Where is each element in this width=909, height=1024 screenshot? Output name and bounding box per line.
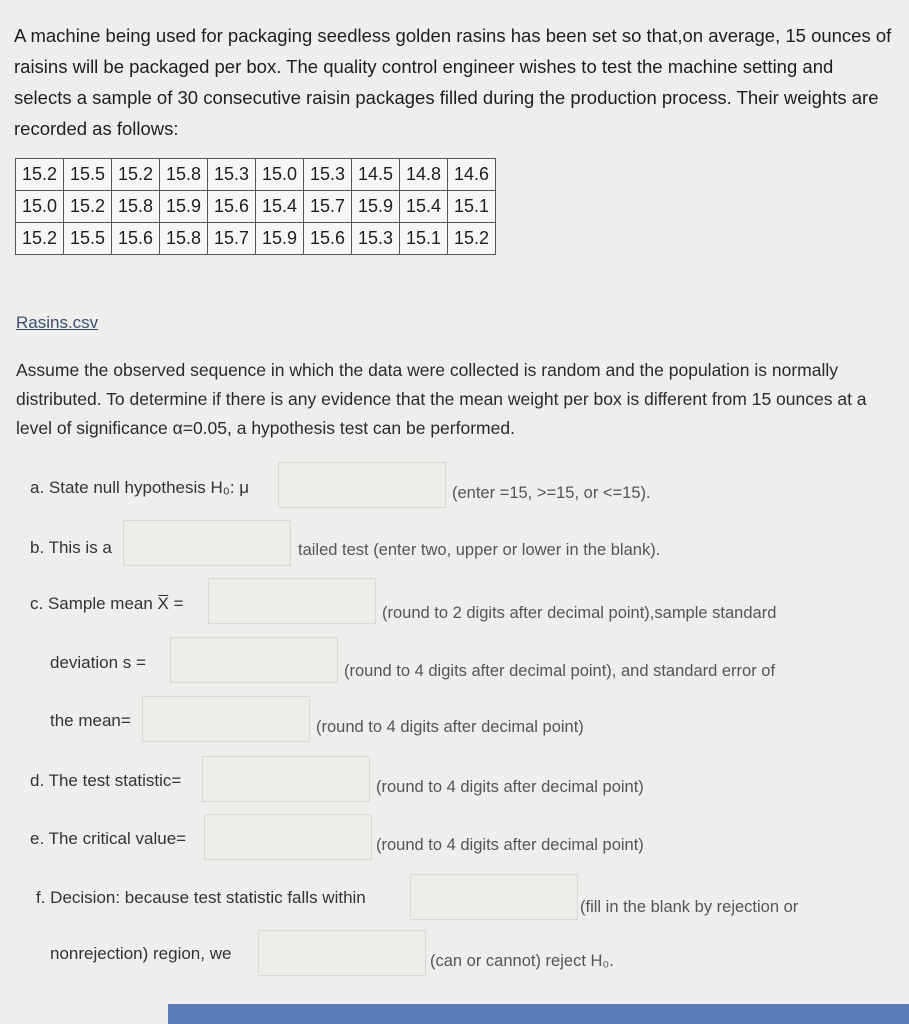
decision-region-label: f. Decision: because test statistic falls within [36, 888, 366, 907]
std-deviation-input[interactable] [170, 637, 338, 683]
table-cell: 15.5 [64, 223, 112, 255]
bottom-action-bar [168, 1004, 909, 1024]
table-cell: 15.0 [16, 191, 64, 223]
tail-type-label: b. This is a [30, 538, 112, 557]
table-row [16, 191, 496, 223]
table-row [16, 159, 496, 191]
table-cell: 15.9 [256, 223, 304, 255]
table-cell: 14.8 [400, 159, 448, 191]
table-cell: 15.6 [208, 191, 256, 223]
table-cell: 14.6 [448, 159, 496, 191]
test-statistic-input[interactable] [202, 756, 370, 802]
null-hypothesis-input[interactable] [278, 462, 446, 508]
table-cell: 15.8 [112, 191, 160, 223]
sample-mean-input[interactable] [208, 578, 376, 624]
reject-decision-input[interactable] [258, 930, 426, 976]
table-cell: 14.5 [352, 159, 400, 191]
raisin-weights-table [15, 158, 496, 255]
table-cell: 15.5 [64, 159, 112, 191]
table-cell: 15.3 [208, 159, 256, 191]
table-row [16, 223, 496, 255]
null-hypothesis-hint: (enter =15, >=15, or <=15). [452, 484, 651, 502]
table-cell: 15.1 [448, 191, 496, 223]
std-deviation-label: deviation s = [50, 653, 146, 672]
std-error-label: the mean= [50, 711, 131, 730]
table-cell: 15.7 [304, 191, 352, 223]
reject-decision-hint: (can or cannot) reject H₀. [430, 952, 614, 970]
table-cell: 15.9 [160, 191, 208, 223]
table-cell: 15.2 [16, 159, 64, 191]
table-cell: 15.0 [256, 159, 304, 191]
assumption-text: Assume the observed sequence in which the data were collected is random and the population is normally distributed. To determine if there is any evidence that the mean weight per box is different from 15 ounces at a level of significance α=0.05, a hypothesis test can be performed. [16, 360, 867, 438]
table-cell: 15.2 [448, 223, 496, 255]
sample-mean-label: c. Sample mean X̅ = [30, 594, 184, 613]
test-statistic-hint: (round to 4 digits after decimal point) [376, 778, 644, 796]
table-cell: 15.3 [352, 223, 400, 255]
table-cell: 15.1 [400, 223, 448, 255]
table-cell: 15.2 [16, 223, 64, 255]
tail-type-hint: tailed test (enter two, upper or lower in the blank). [298, 541, 661, 559]
table-cell: 15.6 [112, 223, 160, 255]
table-cell: 15.7 [208, 223, 256, 255]
table-cell: 15.2 [112, 159, 160, 191]
table-cell: 15.2 [64, 191, 112, 223]
reject-decision-label: nonrejection) region, we [50, 944, 232, 963]
critical-value-hint: (round to 4 digits after decimal point) [376, 836, 644, 854]
std-deviation-hint: (round to 4 digits after decimal point), and standard error of [344, 662, 776, 680]
decision-region-hint: (fill in the blank by rejection or [580, 898, 799, 916]
tail-type-input[interactable] [123, 520, 291, 566]
std-error-hint: (round to 4 digits after decimal point) [316, 718, 584, 736]
table-cell: 15.8 [160, 159, 208, 191]
table-cell: 15.6 [304, 223, 352, 255]
table-cell: 15.9 [352, 191, 400, 223]
table-cell: 15.3 [304, 159, 352, 191]
sample-mean-hint: (round to 2 digits after decimal point),sample standard [382, 604, 777, 622]
table-cell: 15.4 [256, 191, 304, 223]
rasins-csv-link[interactable]: Rasins.csv [16, 313, 99, 332]
test-statistic-label: d. The test statistic= [30, 771, 182, 790]
critical-value-label: e. The critical value= [30, 829, 187, 848]
decision-region-input[interactable] [410, 874, 578, 920]
problem-intro: A machine being used for packaging seedless golden rasins has been set so that,on average, 15 ounces of raisins will be packaged per box. The quality control engineer wishes to test the machine setting and selects a sample of 30 consecutive raisin packages filled during the production process. Their weights are recorded as follows: [14, 25, 892, 139]
std-error-input[interactable] [142, 696, 310, 742]
table-cell: 15.4 [400, 191, 448, 223]
critical-value-input[interactable] [204, 814, 372, 860]
null-hypothesis-label: a. State null hypothesis H₀: μ [30, 478, 250, 497]
table-cell: 15.8 [160, 223, 208, 255]
